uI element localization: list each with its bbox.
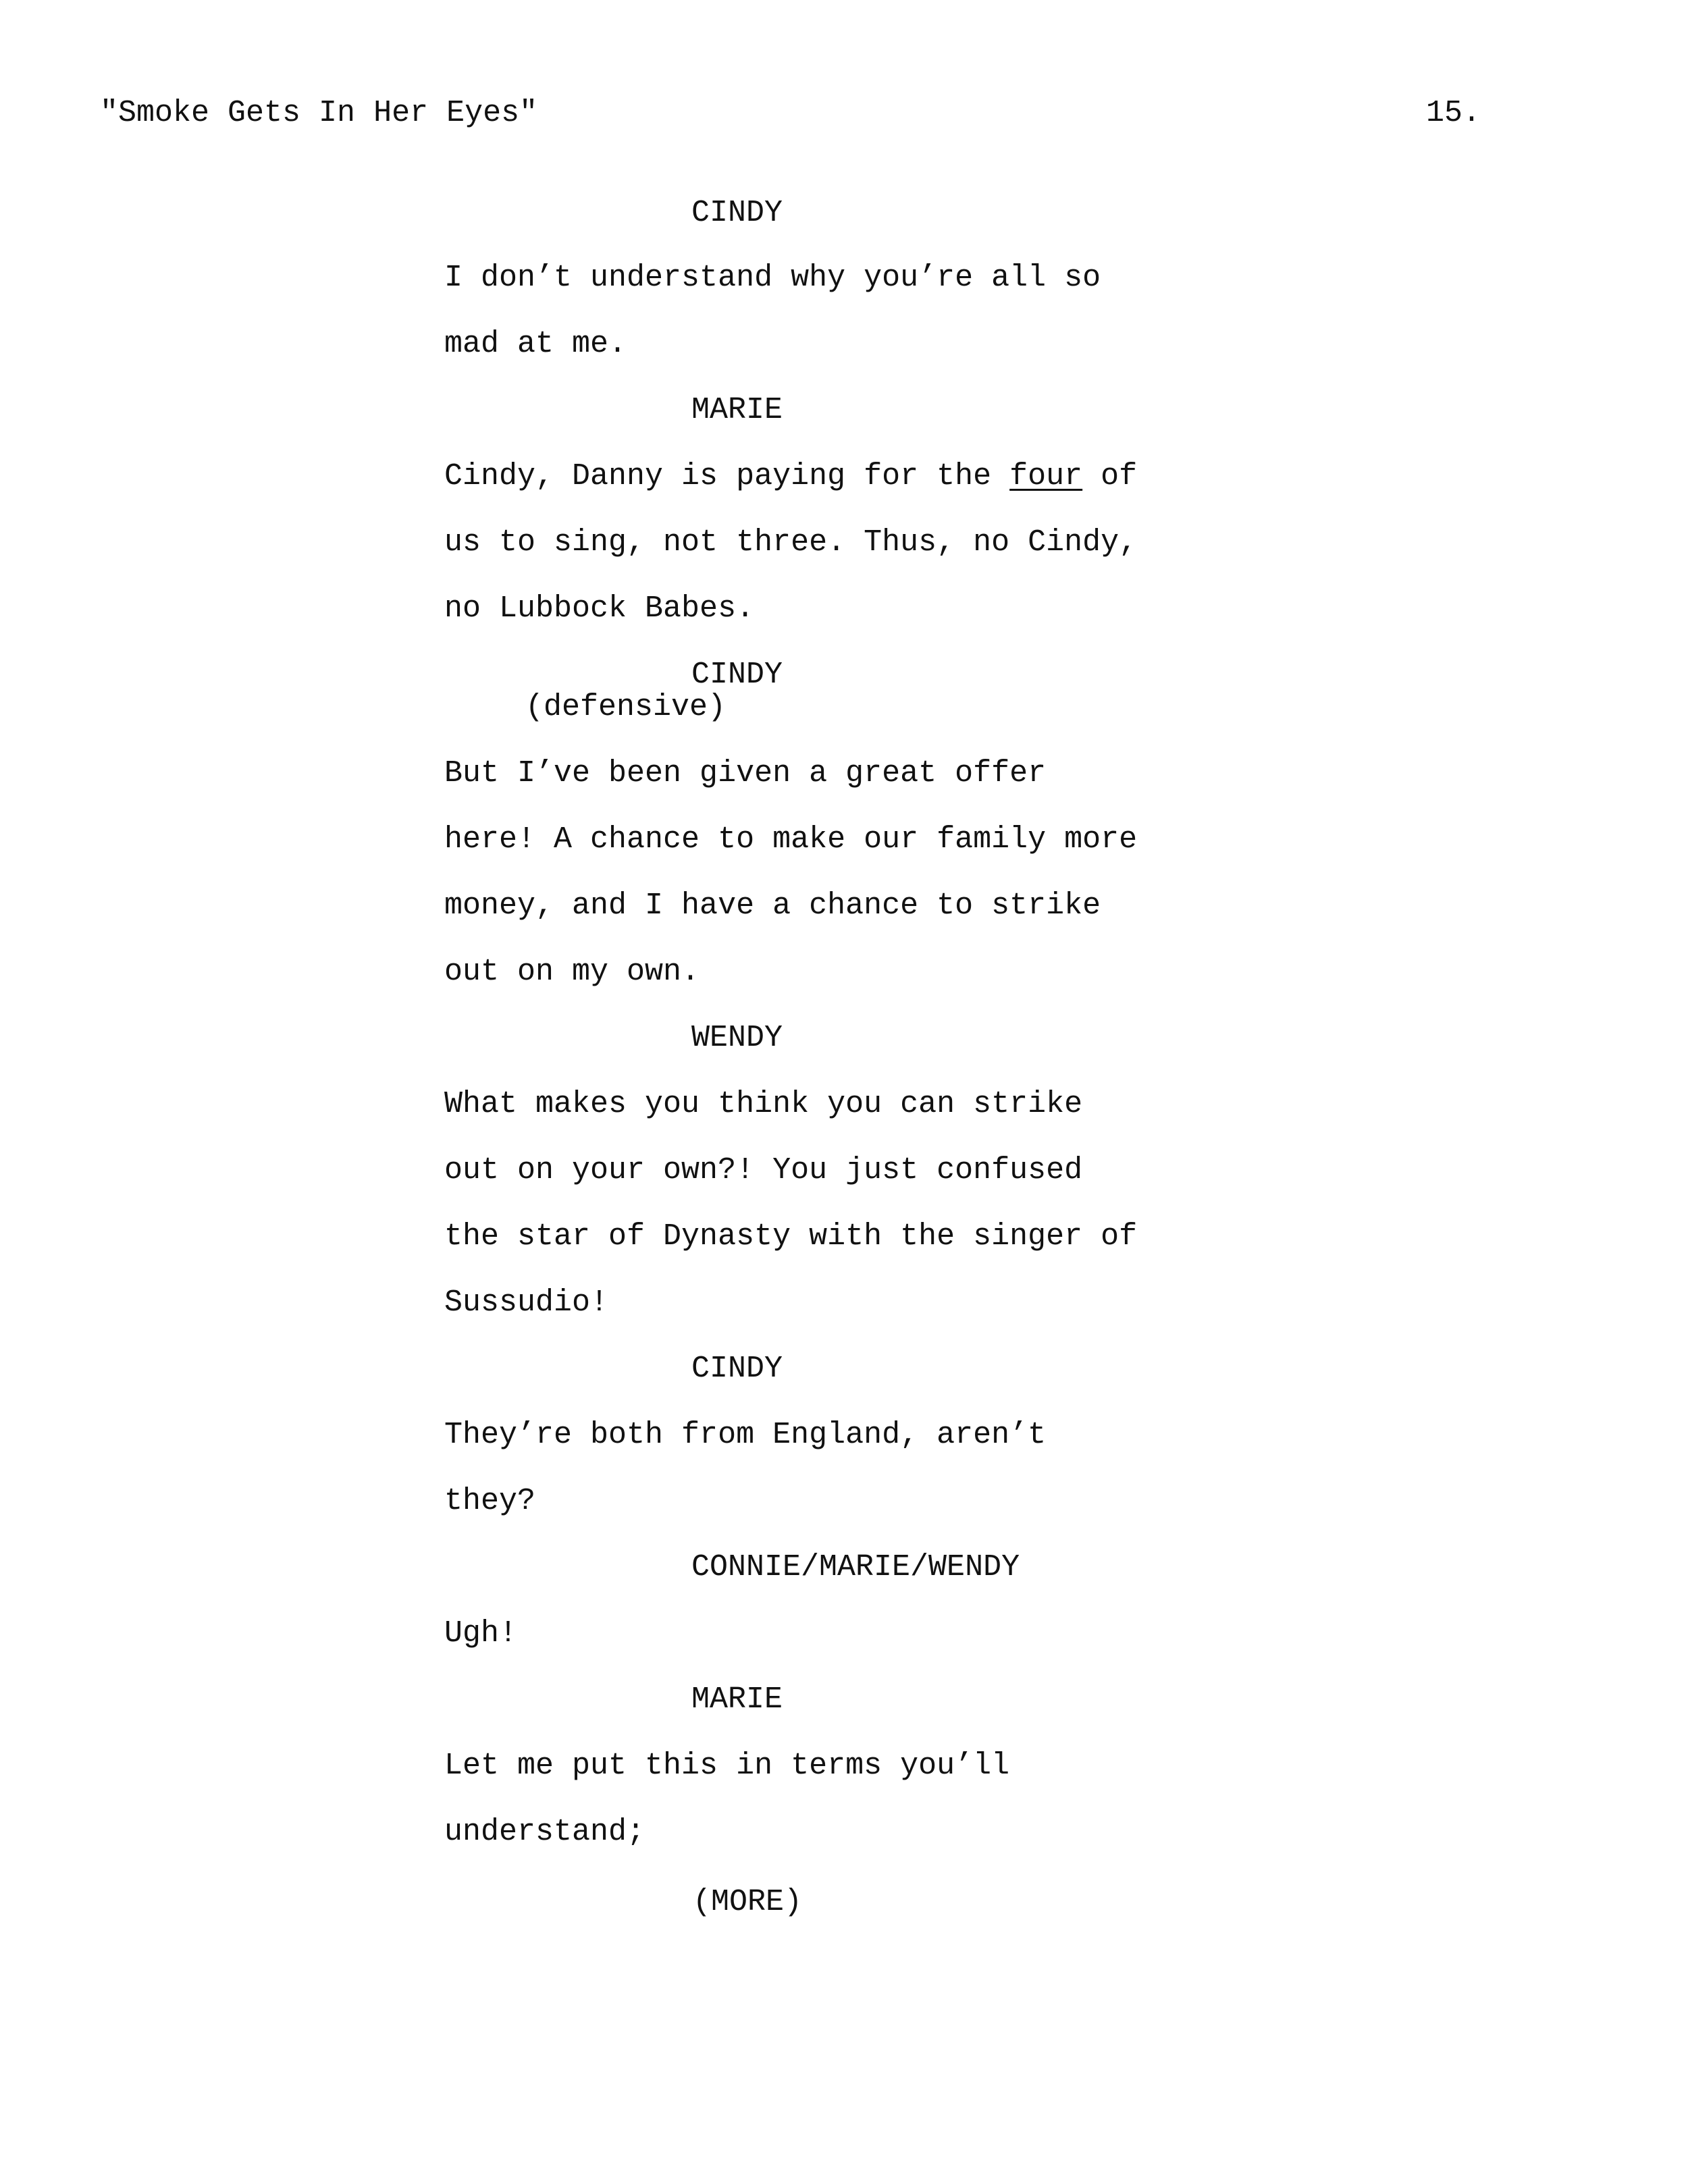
dialogue-line: Let me put this in terms you’ll bbox=[444, 1749, 1010, 1783]
underlined-word: four bbox=[1009, 459, 1083, 494]
dialogue-text: of bbox=[1082, 459, 1138, 494]
dialogue-line: I don’t understand why you’re all so bbox=[444, 261, 1101, 295]
dialogue-text: Cindy, Danny is paying for the bbox=[444, 459, 1010, 494]
character-name: CINDY bbox=[691, 196, 783, 230]
dialogue-line: They’re both from England, aren’t bbox=[444, 1418, 1047, 1452]
dialogue-line bbox=[444, 459, 1137, 494]
dialogue-line: out on your own?! You just confused bbox=[444, 1153, 1083, 1188]
dialogue-line: us to sing, not three. Thus, no Cindy, bbox=[444, 525, 1138, 560]
character-name: WENDY bbox=[691, 1021, 783, 1055]
dialogue-line: What makes you think you can strike bbox=[444, 1087, 1083, 1121]
dialogue-line: understand; bbox=[444, 1815, 645, 1849]
dialogue-line: Ugh! bbox=[444, 1616, 518, 1651]
character-name: CINDY bbox=[691, 1352, 783, 1386]
character-name: MARIE bbox=[691, 393, 783, 427]
character-name: MARIE bbox=[691, 1682, 783, 1717]
dialogue-line: money, and I have a chance to strike bbox=[444, 888, 1101, 923]
page-number: 15. bbox=[1426, 96, 1481, 130]
dialogue-line: out on my own. bbox=[444, 955, 700, 989]
dialogue-line: they? bbox=[444, 1484, 536, 1518]
character-name: CONNIE/MARIE/WENDY bbox=[691, 1550, 1020, 1584]
parenthetical: (defensive) bbox=[525, 690, 727, 724]
dialogue-line: But I’ve been given a great offer bbox=[444, 756, 1047, 791]
dialogue-line: no Lubbock Babes. bbox=[444, 591, 755, 626]
dialogue-line: here! A chance to make our family more bbox=[444, 822, 1138, 857]
character-name: CINDY bbox=[691, 658, 783, 692]
script-title: "Smoke Gets In Her Eyes" bbox=[100, 96, 538, 130]
more-indicator: (MORE) bbox=[693, 1885, 803, 1919]
dialogue-line: Sussudio! bbox=[444, 1285, 609, 1320]
dialogue-line: mad at me. bbox=[444, 327, 627, 361]
dialogue-line: the star of Dynasty with the singer of bbox=[444, 1219, 1138, 1254]
